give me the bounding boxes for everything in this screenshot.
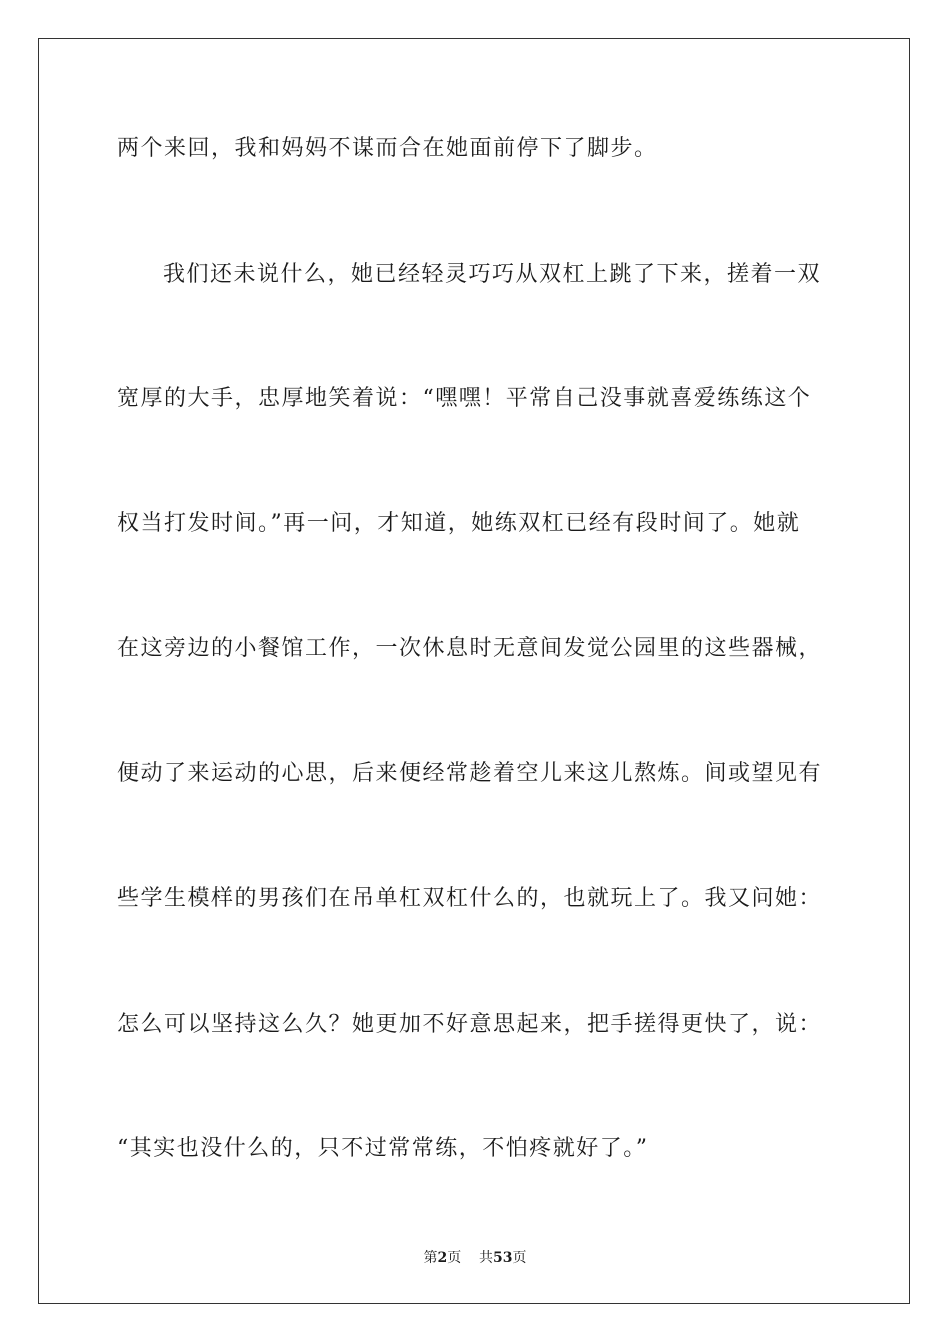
paragraph-line: 宽厚的大手，忠厚地笑着说：“嘿嘿！平常自己没事就喜爱练练这个 xyxy=(117,386,812,411)
paragraph-line: 我们还未说什么，她已经轻灵巧巧从双杠上跳了下来，搓着一双 xyxy=(163,262,822,287)
paragraph-line: 两个来回，我和妈妈不谋而合在她面前停下了脚步。 xyxy=(117,136,658,161)
page-number: 2 xyxy=(437,1250,448,1266)
page-border xyxy=(38,38,910,1304)
page-prefix: 第 xyxy=(423,1250,438,1266)
paragraph-line: 些学生模样的男孩们在吊单杠双杠什么的，也就玩上了。我又问她： xyxy=(117,886,823,911)
page-suffix: 页 xyxy=(447,1250,462,1266)
paragraph-line: 在这旁边的小餐馆工作，一次休息时无意间发觉公园里的这些器械， xyxy=(117,636,823,661)
page-footer xyxy=(0,1249,950,1267)
paragraph-line: 权当打发时间。”再一问，才知道，她练双杠已经有段时间了。她就 xyxy=(117,511,801,536)
paragraph-line: 怎么可以坚持这么久？她更加不好意思起来，把手搓得更快了，说： xyxy=(117,1012,823,1037)
total-pages: 53 xyxy=(493,1250,513,1266)
paragraph-line: “其实也没什么的，只不过常常练，不怕疼就好了。” xyxy=(117,1136,649,1161)
total-suffix: 页 xyxy=(512,1250,527,1266)
total-prefix: 共 xyxy=(479,1250,494,1266)
paragraph-line: 便动了来运动的心思，后来便经常趁着空儿来这儿熬炼。间或望见有 xyxy=(117,761,823,786)
